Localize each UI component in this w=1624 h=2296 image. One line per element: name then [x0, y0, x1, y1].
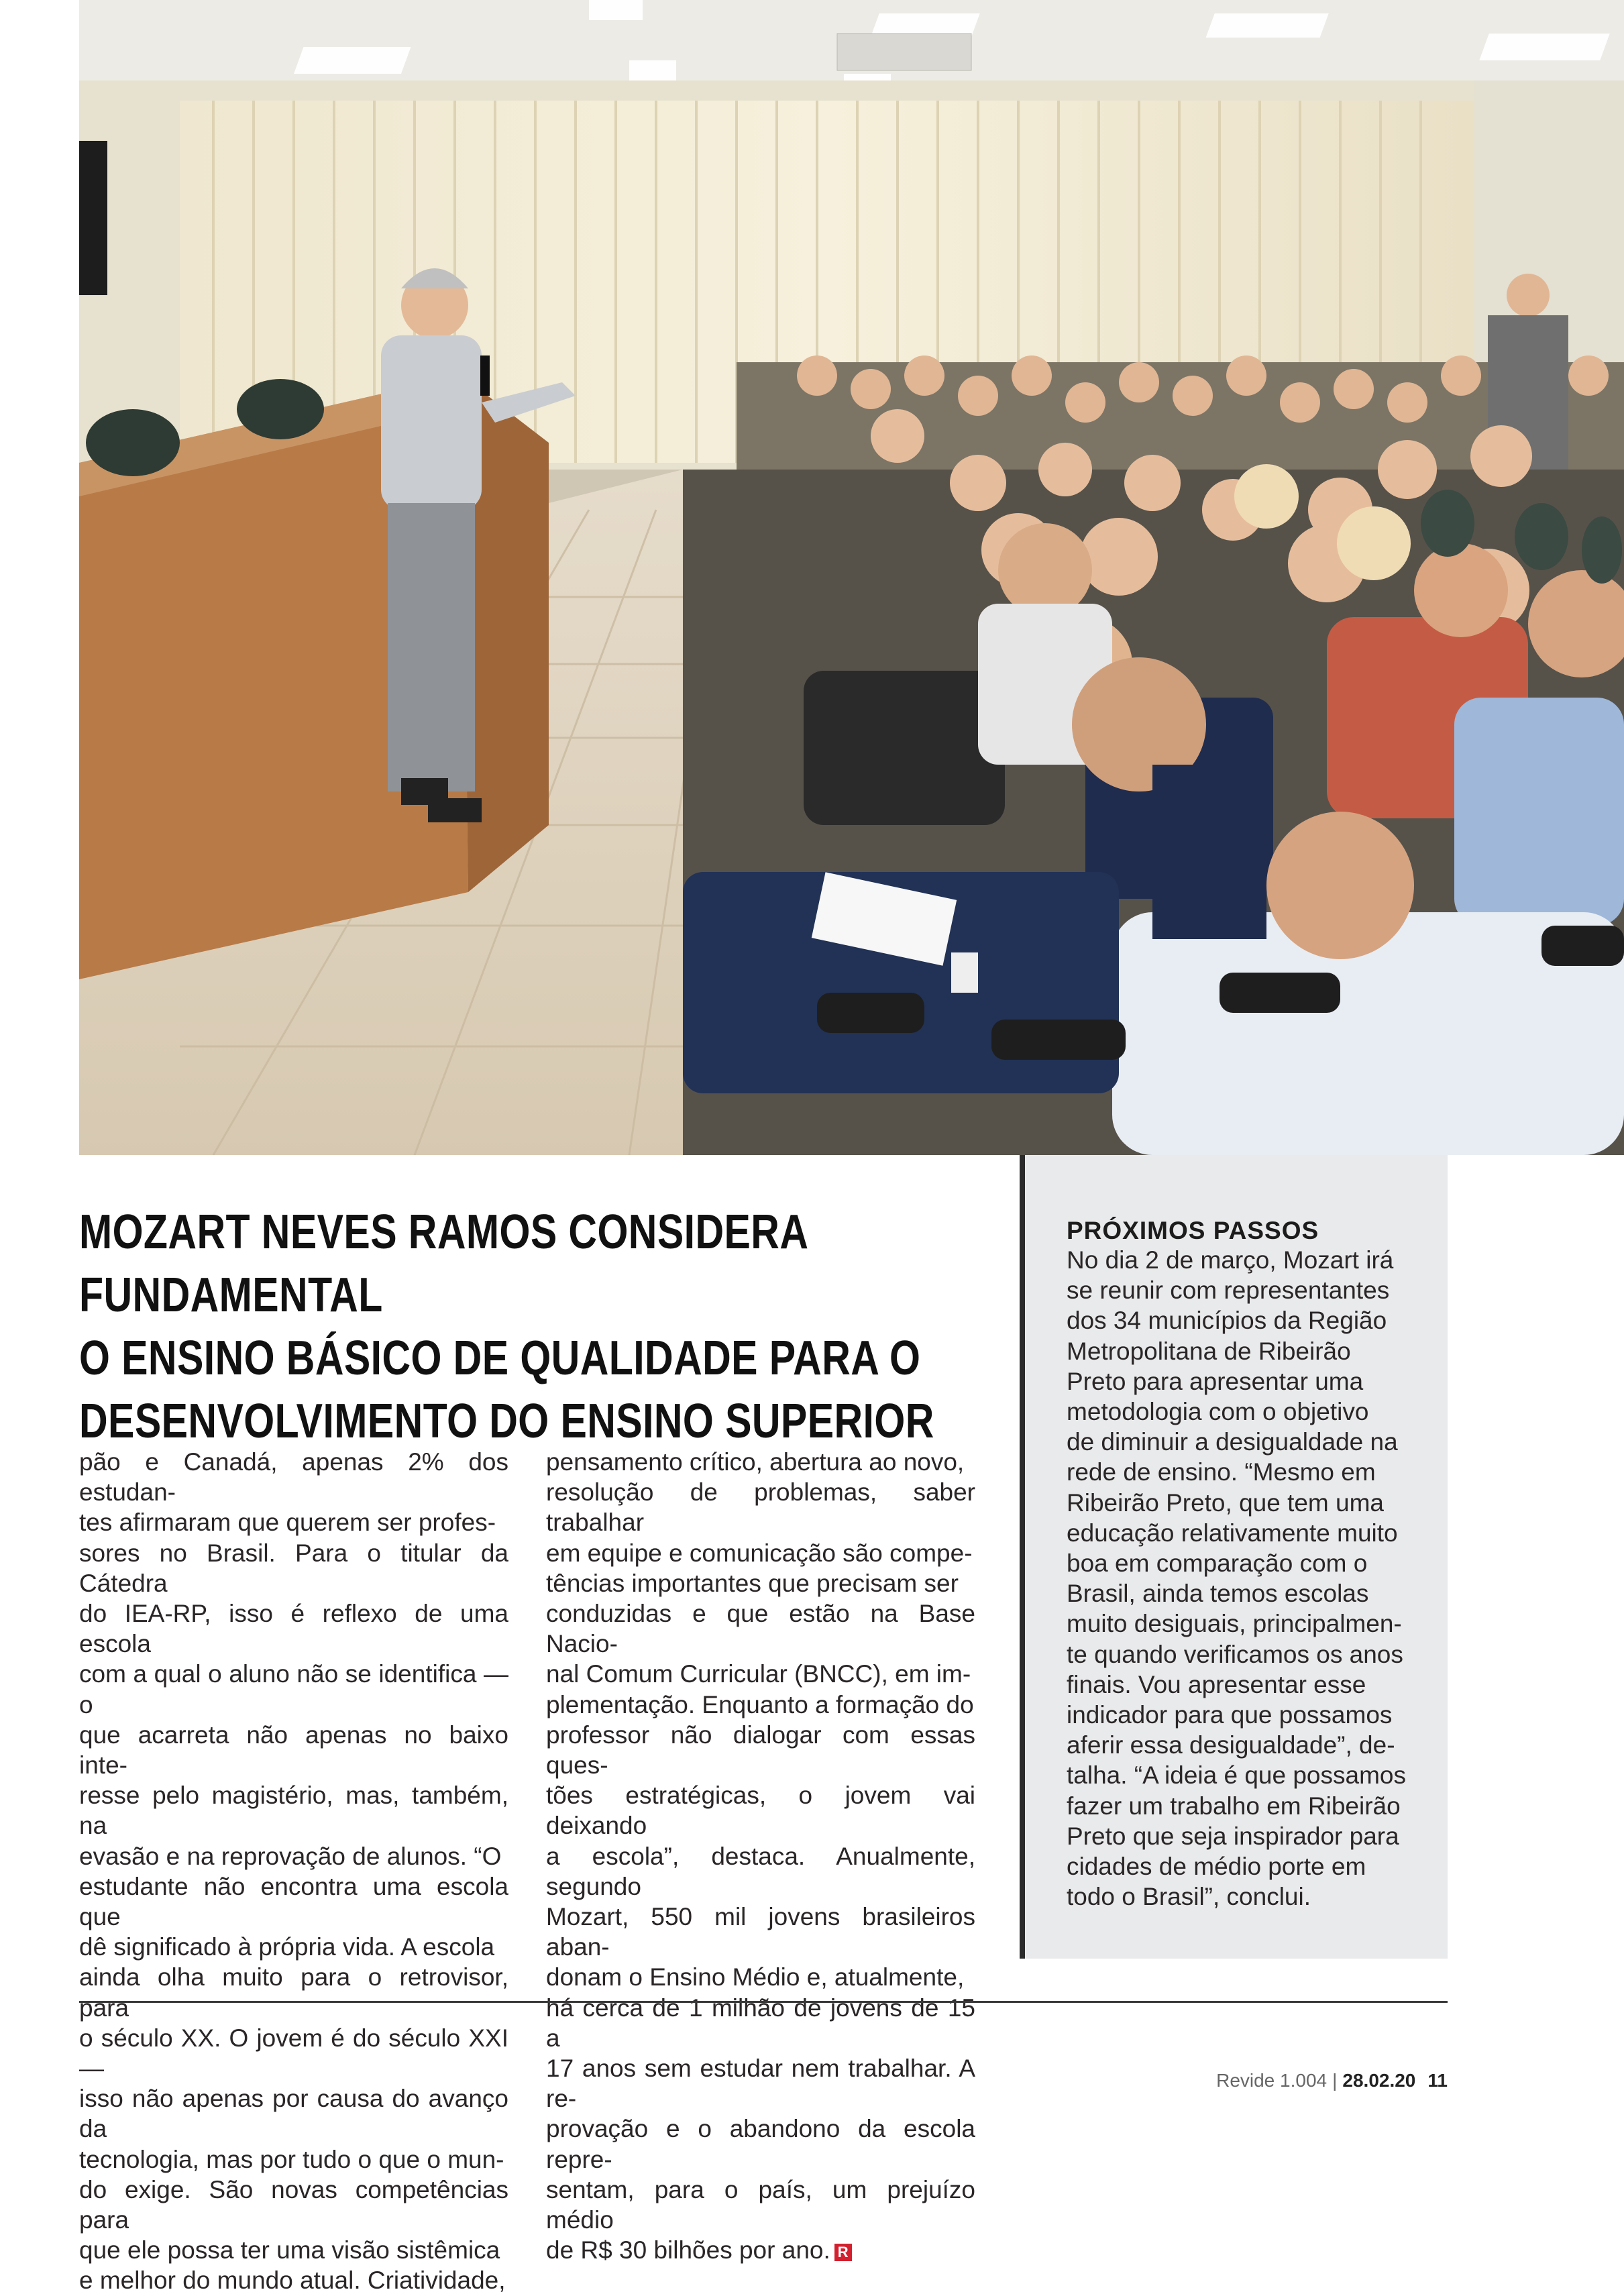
- footer-rule: [79, 2001, 1448, 2003]
- page-folio: [1216, 2070, 1448, 2091]
- lecture-photo-illustration: [79, 0, 1624, 1155]
- body-column-2: [546, 1447, 975, 2265]
- sidebar-box: [1020, 1155, 1448, 1959]
- sidebar-body: No dia 2 de março, Mozart irá se reunir com representantes dos 34 municípios da Região Metropolitana de Ribeirão Preto para apresentar uma metodologia com o objetivo de diminuir a desigualdade na rede de ensino. “Mesmo em Ribeirão Preto, que tem uma educação relativamente muito boa em comparação com o Brasil, ainda temos escolas muito desiguais, principalmen- te quando verificamos os anos finais. Vou apresentar esse indicador para que possamos aferir essa desigualdade”, de- talha. “A ideia é que possamos fazer um trabalho em Ribeirão Preto que seja inspirador para cidades de médio porte em todo o Brasil”, conclui.: [1067, 1246, 1406, 1911]
- issue-date: 28.02.20: [1342, 2070, 1416, 2091]
- sidebar-title: PRÓXIMOS PASSOS: [1067, 1217, 1319, 1244]
- article-headline: MOZART NEVES RAMOS CONSIDERA FUNDAMENTAL O ENSINO BÁSICO DE QUALIDADE PARA O DESENVOLVIMENTO DO ENSINO SUPERIOR: [79, 1205, 934, 1448]
- body-column-2-text: pensamento crítico, abertura ao novo, resolução de problemas, saber trabalhar em equipe e comunicação são compe- tências importantes que precisam ser conduzidas e que estão na Base Nacio- nal Comum Curricular (BNCC), em im- plementação. Enquanto a formação do professor não dialogar com essas ques- tões estratégicas, o jovem vai deixando a escola”, destaca. Anualmente, segundo Mozart, 550 mil jovens brasileiros aban- donam o Ensino Médio e, atualmente, há cerca de 1 milhão de jovens de 15 a 17 anos sem estudar nem trabalhar. A re- provação e o abandono da escola repre- sentam, para o país, um prejuízo médio de R$ 30 bilhões por ano.: [546, 1448, 975, 2264]
- publication-name: Revide 1.004: [1216, 2070, 1328, 2091]
- folio-separator: |: [1332, 2070, 1338, 2091]
- end-of-article-mark: R: [834, 2244, 852, 2261]
- page-number: 11: [1427, 2070, 1448, 2091]
- lecture-photo: [79, 0, 1624, 1155]
- body-column-1: pão e Canadá, apenas 2% dos estudan- tes afirmaram que querem ser profes- sores no Brasil. Para o titular da Cátedra do IEA-RP, isso é reflexo de uma escola com a qual o aluno não se identifica — o que acarreta não apenas no baixo inte- resse pelo magistério, mas, também, na evasão e na reprovação de alunos. “O estudante não encontra uma escola que dê significado à própria vida. A escola ainda olha muito para o retrovisor, para o século XX. O jovem é do século XXI — isso não apenas por causa do avanço da tecnologia, mas por tudo o que o mun- do exige. São novas competências para que ele possa ter uma visão sistêmica e melhor do mundo atual. Criatividade,: [79, 1448, 508, 2295]
